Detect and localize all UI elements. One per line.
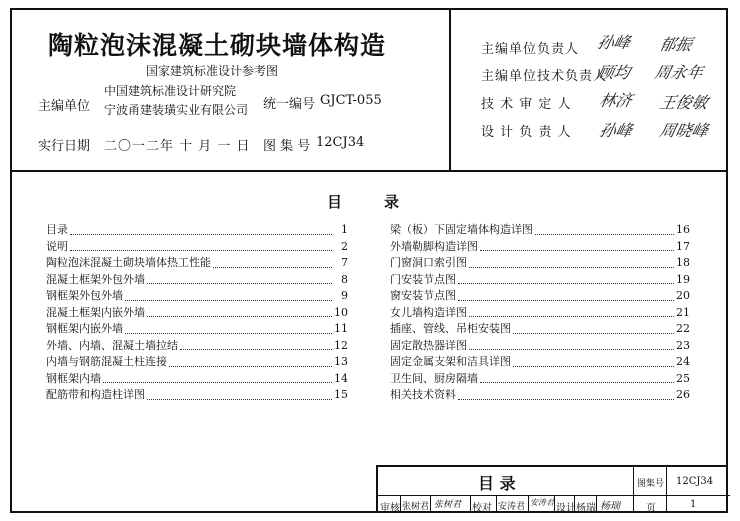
toc-entry-page: 18 <box>676 256 690 269</box>
toc-entry-title: 混凝土框架内嵌外墙 <box>46 305 145 319</box>
atlas-value: 12CJ34 <box>316 135 365 150</box>
toc-entry <box>46 239 348 256</box>
toc-entry <box>390 321 690 338</box>
toc-entry <box>46 222 348 239</box>
dot-leader <box>70 234 332 235</box>
toc-entry <box>46 387 348 404</box>
toc-entry-page: 8 <box>341 272 348 286</box>
toc-entry <box>46 371 348 388</box>
toc-entry <box>46 305 348 322</box>
code-label: 统一编号 <box>263 97 316 112</box>
toc-entry-page: 12 <box>334 338 348 352</box>
toc-entry <box>46 321 348 338</box>
design-signature: 杨瑞 <box>600 501 620 512</box>
toc-entry-page: 21 <box>676 305 690 319</box>
toc-entry <box>390 255 690 272</box>
review-signature: 张树君 <box>434 500 462 510</box>
dot-leader <box>469 316 674 317</box>
dot-leader <box>458 399 674 400</box>
document-title: 陶粒泡沫混凝土砌块墙体构造 <box>48 31 387 60</box>
title-block-name: 目 录 <box>478 474 516 493</box>
toc-left-column <box>46 222 348 404</box>
signature: 王俊敏 <box>657 93 710 112</box>
check-name: 安涛君 <box>498 502 526 512</box>
toc-entry <box>390 272 690 289</box>
dot-leader <box>458 300 674 301</box>
signature: 孙峰 <box>597 121 634 140</box>
toc-entry <box>46 338 348 355</box>
toc-entry <box>46 354 348 371</box>
toc-entry <box>390 222 690 239</box>
toc-entry-title: 混凝土框架外包外墙 <box>46 272 145 286</box>
toc-entry <box>390 354 690 371</box>
dot-leader <box>535 234 674 235</box>
toc-entry-page: 14 <box>334 371 348 385</box>
toc-entry <box>390 305 690 322</box>
title-block-atlas-label: 图集号 <box>637 479 665 489</box>
design-name: 杨瑞 <box>576 503 596 514</box>
toc-entry-title: 卫生间、厨房隔墙 <box>390 371 478 385</box>
signature: 周晓峰 <box>657 121 710 140</box>
signature: 孙峰 <box>595 33 632 52</box>
dot-leader <box>147 316 332 317</box>
toc-entry-title: 梁（板）下固定墙体构造详图 <box>390 223 533 236</box>
signature: 郁振 <box>657 35 694 54</box>
toc-entry-title: 目录 <box>46 223 68 236</box>
toc-entry <box>390 387 690 404</box>
toc-entry-title: 钢框架内嵌外墙 <box>46 322 123 335</box>
toc-title: 目录 <box>327 193 442 211</box>
toc-entry-page: 7 <box>341 256 348 269</box>
toc-entry-title: 门安装节点图 <box>390 272 456 286</box>
dot-leader <box>103 382 332 383</box>
header-divider <box>10 170 728 172</box>
dot-leader <box>147 399 332 400</box>
responsible-label-4: 设 计 负 责 人 <box>481 125 572 140</box>
responsible-label-2: 主编单位技术负责人 <box>481 69 608 84</box>
check-label: 校对 <box>472 503 492 514</box>
design-label: 设计 <box>556 503 576 514</box>
toc-entry-page: 11 <box>334 322 348 335</box>
toc-entry-page: 23 <box>676 338 690 352</box>
dot-leader <box>469 267 674 268</box>
toc-entry-page: 1 <box>341 223 348 236</box>
toc-entry-page: 22 <box>676 322 690 335</box>
toc-entry <box>390 338 690 355</box>
editor-org-2: 宁波甬建装璜实业有限公司 <box>104 103 249 117</box>
toc-entry-title: 窗安装节点图 <box>390 289 456 302</box>
toc-entry-page: 25 <box>676 371 690 385</box>
editor-org-1: 中国建筑标准设计研究院 <box>104 84 237 98</box>
toc-entry-title: 陶粒泡沫混凝土砌块墙体热工性能 <box>46 256 211 269</box>
toc-entry-page: 26 <box>676 388 690 401</box>
editor-label: 主编单位 <box>38 99 91 114</box>
toc-entry-title: 相关技术资料 <box>390 388 456 401</box>
toc-entry <box>46 288 348 305</box>
toc-entry-page: 9 <box>341 289 348 302</box>
dot-leader <box>125 333 332 334</box>
toc-entry-title: 固定散热器详图 <box>390 338 467 352</box>
toc-right-column <box>390 222 690 404</box>
dot-leader <box>169 366 332 367</box>
toc-entry-page: 13 <box>334 355 348 368</box>
signature: 林济 <box>597 91 634 110</box>
title-block-atlas-value: 12CJ34 <box>676 476 714 487</box>
toc-entry-page: 16 <box>676 223 690 236</box>
responsible-label-1: 主编单位负责人 <box>481 42 580 57</box>
toc-entry-page: 19 <box>676 272 690 286</box>
code-value: GJCT-055 <box>320 93 382 108</box>
signature: 周永年 <box>652 63 705 82</box>
title-block <box>376 465 728 513</box>
toc-entry-title: 插座、管线、吊柜安装图 <box>390 322 511 335</box>
toc-entry <box>46 255 348 272</box>
dot-leader <box>125 300 332 301</box>
dot-leader <box>513 366 674 367</box>
dot-leader <box>70 250 332 251</box>
check-signature: 安涛君 <box>530 498 554 507</box>
responsible-label-3: 技 术 审 定 人 <box>481 97 572 112</box>
dot-leader <box>469 349 674 350</box>
toc-entry-title: 说明 <box>46 239 68 253</box>
atlas-label: 图 集 号 <box>263 139 311 154</box>
toc-entry-title: 钢框架外包外墙 <box>46 289 123 302</box>
toc-entry <box>390 288 690 305</box>
review-label: 审核 <box>380 503 400 514</box>
toc-entry-title: 固定金属支架和洁具详图 <box>390 355 511 368</box>
toc-entry-page: 17 <box>676 239 690 253</box>
toc-entry <box>390 371 690 388</box>
toc-entry-title: 女儿墙构造详图 <box>390 305 467 319</box>
review-name: 张树君 <box>402 502 430 512</box>
toc-entry-page: 24 <box>676 355 690 368</box>
date-value: 二〇一二年 十 月 一 日 <box>104 139 251 154</box>
dot-leader <box>180 349 332 350</box>
toc-entry-title: 内墙与钢筋混凝土柱连接 <box>46 355 167 368</box>
toc-entry-title: 外墙勒脚构造详图 <box>390 239 478 253</box>
dot-leader <box>480 250 674 251</box>
page-label: 页 <box>646 503 656 514</box>
dot-leader <box>147 283 332 284</box>
date-label: 实行日期 <box>38 139 91 154</box>
header-vertical-divider <box>449 8 451 171</box>
document-subtitle: 国家建筑标准设计参考图 <box>146 64 279 78</box>
toc-entry-title: 配筋带和构造柱详图 <box>46 388 145 401</box>
toc-entry-page: 15 <box>334 388 348 401</box>
toc-entry <box>46 272 348 289</box>
toc-entry-page: 10 <box>334 305 348 319</box>
dot-leader <box>480 382 674 383</box>
toc-entry-page: 20 <box>676 289 690 302</box>
dot-leader <box>458 283 674 284</box>
toc-entry <box>390 239 690 256</box>
toc-entry-title: 门窗洞口索引图 <box>390 256 467 269</box>
page-value: 1 <box>690 499 697 510</box>
signature: 顾均 <box>595 63 632 82</box>
dot-leader <box>513 333 674 334</box>
toc-entry-title: 钢框架内墙 <box>46 371 101 385</box>
toc-entry-page: 2 <box>341 239 348 253</box>
dot-leader <box>213 267 332 268</box>
toc-entry-title: 外墙、内墙、混凝土墙拉结 <box>46 338 178 352</box>
